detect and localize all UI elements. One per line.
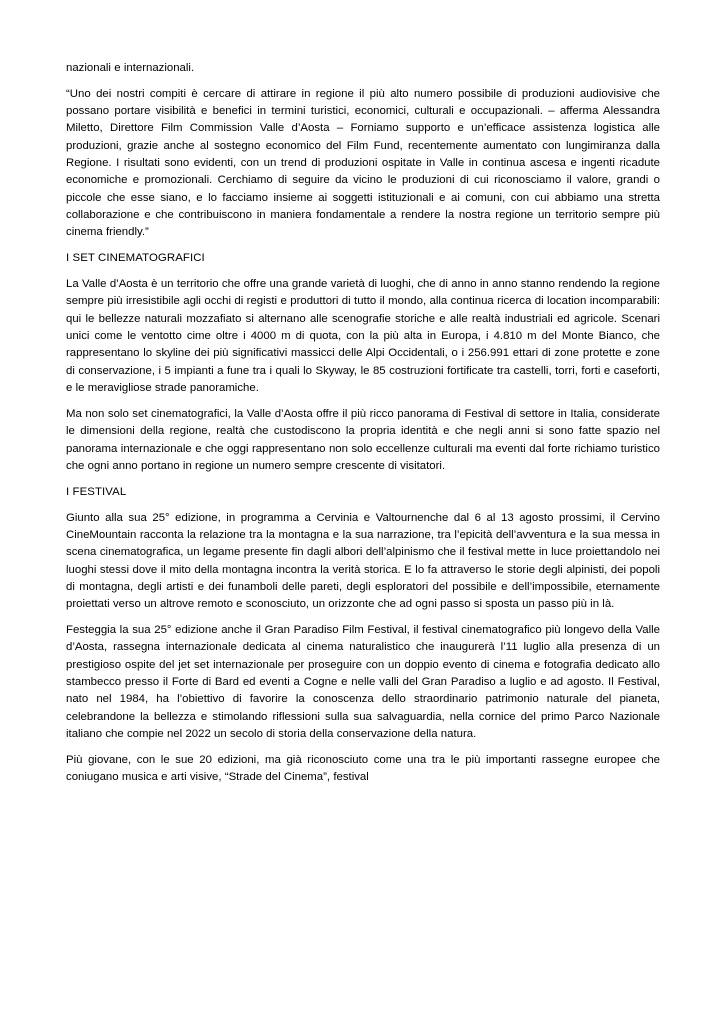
paragraph-quote-miletto: “Uno dei nostri compiti è cercare di attirare in regione il più alto numero possibile di produzioni audiovisive che possano portare visibilità e benefici in termini turistici, economici, culturali e occupazionali. – afferma Alessandra Miletto, Direttore Film Commission Valle d’Aosta – Forniamo supporto e un’efficace assistenza logistica alle produzioni, grazie anche al sostegno economico del Film Fund, recentemente aumentato con lungimiranza dalla Regione. I risultati sono evidenti, con un trend di produzioni ospitate in Valle in continua ascesa e ingenti ricadute economiche e promozionali. Cerchiamo di seguire da vicino le produzioni di cui riconosciamo il valore, grandi o piccole che esse siano, e lo facciamo insieme ai soggetti istituzionali e ai comuni, con cui abbiamo una stretta collaborazione e che contribuiscono in maniera fondamentale a rendere la nostra regione un territorio sempre più cinema friendly.” [66,87,660,239]
paragraph-cervino-cinemountain: Giunto alla sua 25° edizione, in programma a Cervinia e Valtournenche dal 6 al 13 agosto prossimi, il Cervino CineMountain racconta la relazione tra la montagna e la sua narrazione, tra l’epicità dell’avventura e la sua messa in scena cinematografica, un legame presente fin dagli albori dell’alpinismo che il festival mette in luce proiettandolo nei luoghi stessi dove il mito della montagna incontra la verità storica. E lo fa attraverso le storie degli alpinisti, dei popoli di montagna, degli artisti e dei funamboli delle pareti, degli esploratori del possibile e dell’impossibile, eternamente proiettati verso un altrove remoto e sconosciuto, un orizzonte che ad ogni passo si sposta un passo più in là. [66,511,660,611]
heading-set-cinematografici: I SET CINEMATOGRAFICI [66,252,205,265]
paragraph-strade-del-cinema: Più giovane, con le sue 20 edizioni, ma già riconosciuto come una tra le più importanti rassegne europee che coniugano musica e arti visive, “Strade del Cinema”, festival [66,753,660,784]
paragraph-gran-paradiso: Festeggia la sua 25° edizione anche il Gran Paradiso Film Festival, il festival cinematografico più longevo della Valle d’Aosta, rassegna internazionale dedicata al cinema naturalistico che inaugurerà l’11 luglio alla presenza di un prestigioso ospite del jet set internazionale per proseguire con un doppio evento di cinema e fotografia dedicato allo stambecco presso il Forte di Bard ed eventi a Cogne e nelle valli del Gran Paradiso a luglio e ad agosto. Il Festival, nato nel 1984, ha l’obiettivo di favorire la conoscenza dello straordinario patrimonio naturale del pianeta, celebrandone la bellezza e stimolando riflessioni sulla sua salvaguardia, nella cornice del primo Parco Nazionale italiano che compie nel 2022 un secolo di storia della conservazione della natura. [66,624,660,740]
heading-festival: I FESTIVAL [66,485,127,498]
paragraph-continuation: nazionali e internazionali. [66,62,195,74]
paragraph-non-solo-set: Ma non solo set cinematografici, la Valle d’Aosta offre il più ricco panorama di Festival di settore in Italia, considerate le dimensioni della regione, realtà che custodiscono la propria identità e che negli anni si sono fatte spazio nel panorama internazionale e che oggi rappresentano non solo eccellenze culturali ma eventi dal forte richiamo turistico che ogni anno portano in regione un numero sempre crescente di visitatori. [66,407,660,472]
paragraph-valle-territorio: La Valle d’Aosta è un territorio che offre una grande varietà di luoghi, che di anno in anno stanno rendendo la regione sempre più irresistibile agli occhi di registi e produttori di tutto il mondo, alla continua ricerca di location incomparabili: qui le bellezze naturali mozzafiato si alternano alle scenografie storiche e alle realtà industriali ed agricole. Scenari unici come le ventotto cime oltre i 4000 m di quota, con la più alta in Europa, i 4.810 m del Monte Bianco, che rappresentano lo skyline dei più significativi massicci delle Alpi Occidentali, o i 256.991 ettari di zone protette e zone di conservazione, i 5 impianti a fune tra i quali lo Skyway, le 85 costruzioni fortificate tra castelli, torri, forti e caseforti, e le meravigliose strade panoramiche. [66,278,660,395]
document-body [66,60,660,786]
